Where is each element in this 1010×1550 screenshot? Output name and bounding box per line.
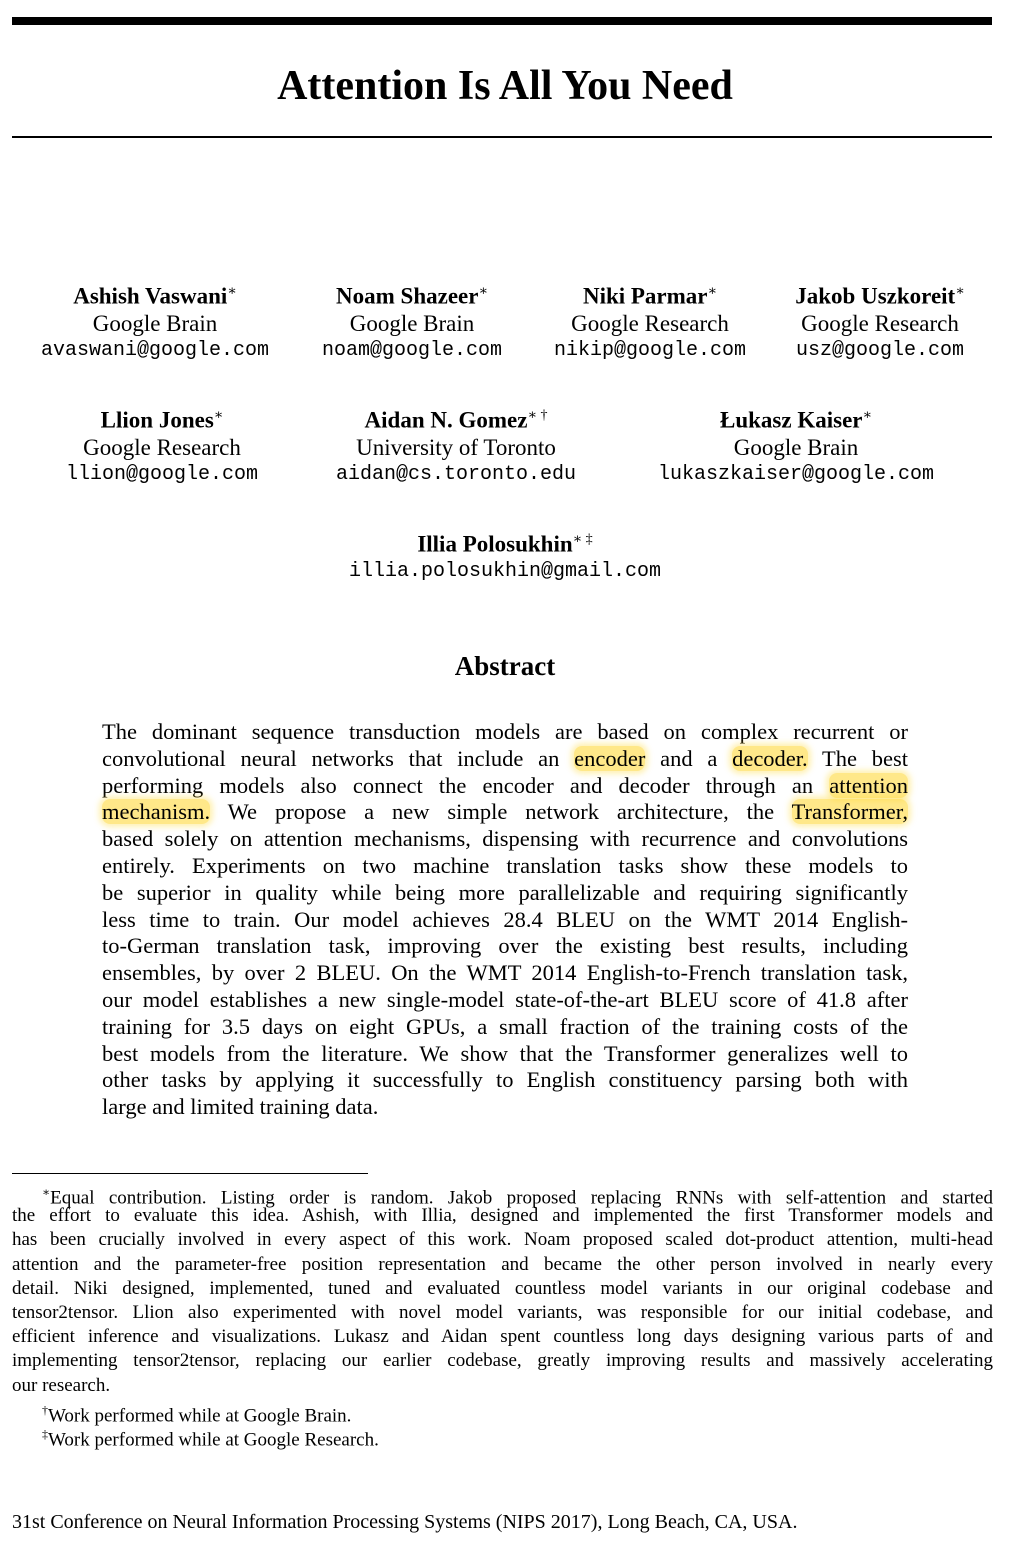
author-email: llion@google.com [65, 462, 259, 486]
venue-note: 31st Conference on Neural Information Processing Systems (NIPS 2017), Long Beach, CA, USA. [12, 1511, 798, 1533]
abstract-line [102, 773, 908, 800]
footnote-text: the effort to evaluate this idea. Ashish, with Illia, designed and implemented the first Transformer models and [12, 1205, 993, 1227]
author-affiliation: University of Toronto [356, 434, 556, 460]
top-rule [12, 17, 992, 25]
footnote-text: efficient inference and visualizations. Lukasz and Aidan spent countless long days designing various parts of and [12, 1326, 993, 1348]
footnote-line [12, 1349, 993, 1373]
abstract-line [102, 960, 908, 987]
abstract-text: We propose a new simple network architecture, the [210, 799, 792, 825]
footnote-line [12, 1325, 993, 1349]
abstract-line [102, 907, 908, 934]
author-affiliation: Google Research [801, 310, 959, 336]
footnote-line [12, 1180, 993, 1209]
abstract-line [102, 987, 908, 1014]
abstract-text: ensembles, by over 2 BLEU. On the WMT 2014 English-to-French translation task, [102, 960, 908, 986]
author-block [316, 402, 596, 488]
footnote-text: tensor2tensor. Llion also experimented with novel model variants, was responsible for our initial codebase, and [12, 1301, 993, 1323]
author-marks: ∗ [955, 284, 965, 299]
abstract-text: other tasks by applying it successfully to English constituency parsing both with [102, 1067, 908, 1093]
author-affiliation: Google Brain [92, 310, 218, 336]
abstract-text: and a [645, 745, 733, 771]
highlighted-term: attention [829, 772, 908, 798]
abstract-line [102, 799, 908, 826]
highlighted-term: mechanism. [102, 799, 211, 825]
author-marks: ∗ [478, 284, 488, 299]
abstract-text: The dominant sequence transduction models are based on complex recurrent or [102, 719, 908, 744]
author-name: Jakob Uszkoreit∗ [795, 283, 965, 309]
abstract-text: The best [807, 745, 908, 771]
author-email: aidan@cs.toronto.edu [335, 462, 577, 486]
footnote-text: detail. Niki designed, implemented, tuned and evaluated countless model variants in our original codebase and [12, 1277, 993, 1299]
footnote-line [12, 1422, 993, 1451]
footnote-line [12, 1228, 993, 1252]
abstract-text: to-German translation task, improving over the existing best results, including [102, 933, 908, 959]
abstract-line [102, 1067, 908, 1094]
abstract-line [102, 880, 908, 907]
author-marks: ∗ [213, 408, 224, 423]
author-marks: ∗ † [527, 408, 548, 423]
author-marks: ∗ ‡ [572, 532, 593, 547]
author-email: nikip@google.com [553, 338, 747, 362]
footnote-rule [12, 1173, 368, 1174]
author-affiliation: Google Research [571, 310, 729, 336]
footnote-line [12, 1277, 993, 1301]
abstract-text: entirely. Experiments on two machine translation tasks show these models to [102, 852, 908, 878]
author-block [52, 402, 272, 488]
author-affiliation: Google Brain [733, 434, 859, 460]
footnote-mark: ∗ [42, 1185, 51, 1199]
abstract-text: best models from the literature. We show that the Transformer generalizes well to [102, 1040, 908, 1066]
author-block [28, 278, 282, 364]
abstract-text: our model establishes a new single-model state-of-the-art BLEU score of 41.8 after [102, 986, 908, 1012]
author-email: usz@google.com [795, 338, 965, 362]
footnote-text: has been crucially involved in every aspect of this work. Noam proposed scaled dot-product attention, multi-head [12, 1229, 993, 1251]
abstract-text: training for 3.5 days on eight GPUs, a small fraction of the training costs of the [102, 1013, 908, 1039]
abstract-text: be superior in quality while being more parallelizable and requiring significantly [102, 879, 908, 905]
abstract-text: less time to train. Our model achieves 28.4 BLEU on the WMT 2014 English- [102, 906, 908, 932]
footnote-text: Work performed while at Google Brain. [48, 1405, 352, 1427]
abstract-line [102, 1014, 908, 1041]
footnote-line [12, 1374, 993, 1398]
abstract-line [102, 933, 908, 960]
abstract-text: large and limited training data. [102, 1094, 379, 1120]
highlighted-term: encoder [574, 745, 646, 771]
author-block [778, 278, 982, 364]
abstract-text: based solely on attention mechanisms, dispensing with recurrence and convolutions [102, 826, 908, 852]
footnote-line [12, 1301, 993, 1325]
abstract-text: performing models also connect the encoder and decoder through an [102, 772, 830, 798]
footnote-line [12, 1204, 993, 1228]
footnote-line [12, 1253, 993, 1277]
author-affiliation: Google Brain [349, 310, 475, 336]
author-email: lukaszkaiser@google.com [657, 462, 935, 486]
author-block [302, 526, 708, 585]
abstract-line [102, 746, 908, 773]
footnote-text: our research. [12, 1374, 111, 1396]
highlighted-term: Transformer, [791, 799, 908, 825]
abstract-line [102, 853, 908, 880]
abstract-text: convolutional neural networks that include an [102, 745, 575, 771]
author-block [300, 278, 524, 364]
footnote-text: attention and the parameter-free position representation and became the other person involved in nearly every [12, 1253, 993, 1275]
author-name: Ashish Vaswani∗ [73, 283, 237, 309]
footnote-line [12, 1398, 993, 1427]
author-marks: ∗ [707, 284, 718, 299]
title-rule [12, 136, 992, 138]
abstract-line [102, 719, 908, 746]
footnotes [12, 1180, 993, 1451]
author-block [636, 402, 956, 488]
footnote-text: Work performed while at Google Research. [48, 1429, 379, 1451]
paper-title: Attention Is All You Need [277, 63, 733, 109]
author-name: Niki Parmar∗ [582, 283, 718, 309]
footnote-text: Equal contribution. Listing order is random. Jakob proposed replacing RNNs with self-attention and started [50, 1187, 993, 1209]
footnote-mark: ‡ [42, 1426, 48, 1441]
abstract-heading: Abstract [454, 651, 556, 681]
author-name: Illia Polosukhin∗ ‡ [417, 531, 593, 557]
author-email: noam@google.com [321, 338, 503, 362]
author-affiliation: Google Research [83, 434, 241, 460]
highlighted-term: decoder. [732, 745, 808, 771]
author-marks: ∗ [862, 408, 872, 423]
author-name: Aidan N. Gomez∗ † [364, 407, 548, 433]
author-name: Llion Jones∗ [100, 407, 224, 433]
author-block [540, 278, 760, 364]
author-name: Noam Shazeer∗ [336, 283, 488, 309]
footnote-text: implementing tensor2tensor, replacing our earlier codebase, greatly improving results and massively accelerating [12, 1350, 993, 1372]
author-email: avaswani@google.com [40, 338, 270, 362]
abstract-body [102, 719, 908, 1121]
abstract-line [102, 826, 908, 853]
abstract-line [102, 1041, 908, 1068]
footnote-mark: † [42, 1402, 48, 1417]
author-email: illia.polosukhin@gmail.com [348, 559, 662, 583]
author-marks: ∗ [227, 284, 237, 299]
author-name: Łukasz Kaiser∗ [720, 407, 872, 433]
abstract-line [102, 1094, 908, 1121]
